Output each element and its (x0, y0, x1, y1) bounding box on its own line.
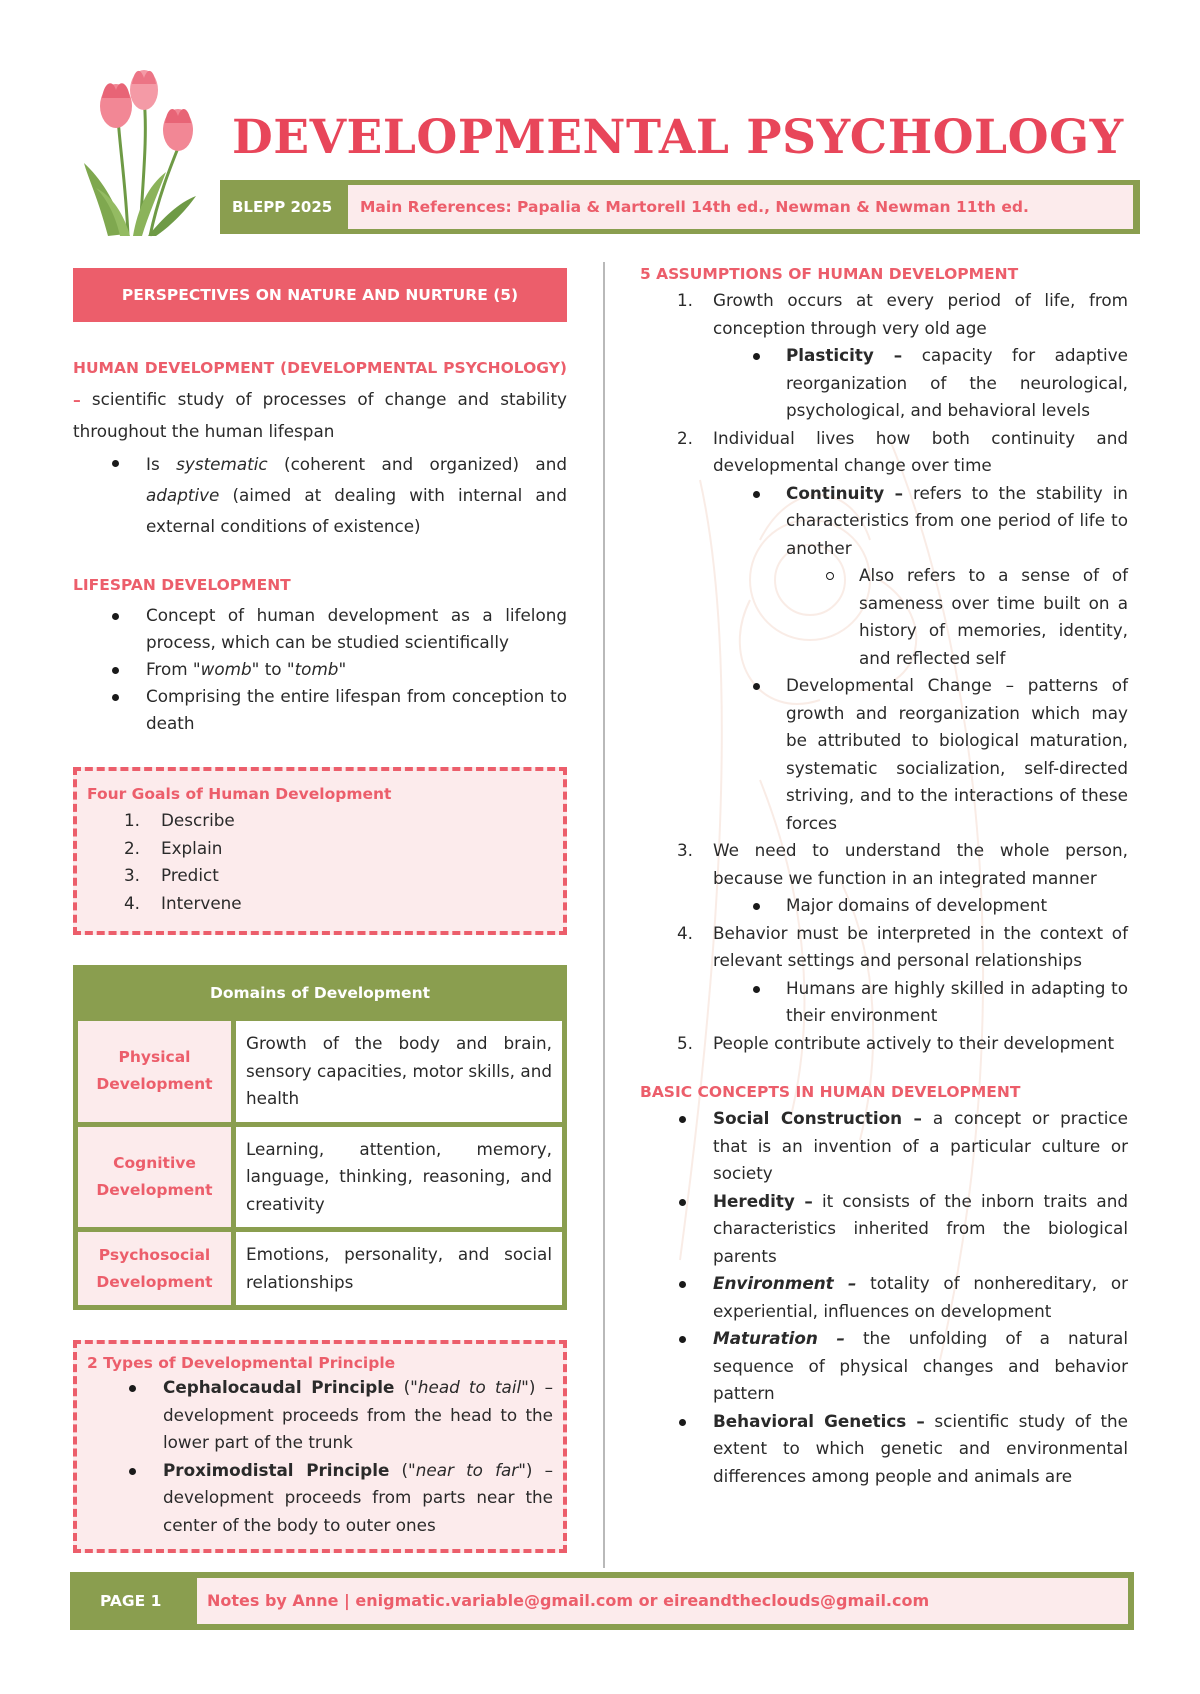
list-item: 2. Explain (124, 837, 223, 858)
list-item: Social Construction – a concept or practice that is an invention of a particular culture or society (713, 1105, 1128, 1188)
adaptive-term: adaptive (146, 485, 220, 505)
section-banner: PERSPECTIVES ON NATURE AND NURTURE (5) (73, 268, 567, 322)
four-goals-list (87, 807, 553, 917)
four-goals-box (73, 767, 567, 935)
list-item: 3. We need to understand the whole person, because we function in an integrated manner Major domains of development (640, 837, 1128, 920)
domain-name: Physical Development (78, 1021, 231, 1122)
list-item: 4. Intervene (124, 892, 242, 913)
four-goals-title: Four Goals of Human Development (87, 785, 392, 803)
principles-box (73, 1340, 567, 1553)
lifespan-heading: LIFESPAN DEVELOPMENT (73, 576, 291, 594)
list-item: Also refers to a sense of of sameness over time built on a history of memories, identity, and reflected self (859, 562, 1128, 672)
list-item: Humans are highly skilled in adapting to their environment (786, 975, 1128, 1030)
systematic-term: systematic (176, 454, 268, 474)
left-column (73, 268, 567, 1553)
domain-name: Cognitive Development (78, 1127, 231, 1228)
human-development-definition (73, 352, 567, 447)
human-development-term: HUMAN DEVELOPMENT (DEVELOPMENTAL PSYCHOLOGY) – (73, 359, 567, 409)
domain-desc: Growth of the body and brain, sensory capacities, motor skills, and health (236, 1021, 562, 1122)
principles-title: 2 Types of Developmental Principle (87, 1354, 396, 1372)
list-item: 1. Describe (124, 810, 235, 830)
tulip-logo-icon (78, 68, 208, 238)
list-item: 5. People contribute actively to their development (677, 1032, 1115, 1053)
list-item: Environment – totality of nonhereditary, or experiential, influences on development (713, 1270, 1128, 1325)
human-development-bullets (73, 449, 567, 542)
list-item: 2. Individual lives how both continuity and developmental change over time Continuity – refers to the stability in characteristics from one period of life to another Also refers to a sense of of sameness over time built on a history of memories, identity, and reflected self Developmental Change – patterns of growth and reorganization which may be attributed to biological maturation, systematic socialization, self-directed striving, and to the interactions of these forces (640, 425, 1128, 838)
list-item: Maturation – the unfolding of a natural sequence of physical changes and behavior pattern (713, 1325, 1128, 1408)
list-item: Major domains of development (786, 892, 1128, 920)
concepts-list (640, 1105, 1128, 1490)
page-number: PAGE 1 (100, 1592, 162, 1610)
list-item: Proximodistal Principle ("near to far") – development proceeds from parts near the center of the body to outer ones (163, 1457, 553, 1540)
domain-name: Psychosocial Development (78, 1232, 231, 1305)
list-item: Cephalocaudal Principle ("head to tail") – development proceeds from the head to the lower part of the trunk (163, 1374, 553, 1457)
references-bar (220, 180, 1140, 234)
table-row (78, 1021, 562, 1122)
table-row (78, 1232, 562, 1305)
domains-table (73, 965, 567, 1310)
page-footer (70, 1572, 1134, 1630)
list-item: Concept of human development as a lifelong process, which can be studied scientifically (146, 602, 567, 656)
principles-list (87, 1374, 553, 1539)
references-text: Main References: Papalia & Martorell 14th ed., Newman & Newman 11th ed. (348, 185, 1133, 229)
list-item: Continuity – refers to the stability in characteristics from one period of life to another Also refers to a sense of of sameness over time built on a history of memories, identity, and reflected self (786, 480, 1128, 673)
list-item: Behavioral Genetics – scientific study of the extent to which genetic and environmental differences among people and animals are (713, 1408, 1128, 1491)
domain-desc: Learning, attention, memory, language, thinking, reasoning, and creativity (236, 1127, 562, 1228)
list-item: 3. Predict (124, 865, 219, 885)
table-row (78, 1127, 562, 1228)
list-item: 1. Growth occurs at every period of life, from conception through very old age Plasticity – capacity for adaptive reorganization of the neurological, psychological, and behavioral levels (640, 287, 1128, 425)
human-development-desc: scientific study of processes of change and stability throughout the human lifespan (73, 389, 567, 441)
page-title: DEVELOPMENTAL PSYCHOLOGY (232, 110, 1124, 165)
footer-notes: Notes by Anne | enigmatic.variable@gmail.com or eireandtheclouds@gmail.com (197, 1578, 1128, 1624)
lifespan-bullets (73, 602, 567, 737)
domains-table-title: Domains of Development (209, 984, 431, 1002)
right-column (640, 265, 1128, 1490)
exam-tag: BLEPP 2025 (232, 198, 333, 216)
assumptions-list (640, 287, 1128, 1057)
column-divider (603, 262, 605, 1568)
list-item: 4. Behavior must be interpreted in the context of relevant settings and personal relationships Humans are highly skilled in adapting to their environment (640, 920, 1128, 1030)
list-item: Developmental Change – patterns of growth and reorganization which may be attributed to biological maturation, systematic socialization, self-directed striving, and to the interactions of these forces (786, 672, 1128, 837)
list-item: Comprising the entire lifespan from conception to death (146, 683, 567, 737)
list-item: Heredity – it consists of the inborn traits and characteristics inherited from the biological parents (713, 1188, 1128, 1271)
assumptions-heading: 5 ASSUMPTIONS OF HUMAN DEVELOPMENT (640, 265, 1019, 283)
list-item: From "womb" to "tomb" (146, 656, 567, 683)
domain-desc: Emotions, personality, and social relationships (236, 1232, 562, 1305)
list-item: Plasticity – capacity for adaptive reorganization of the neurological, psychological, and behavioral levels (786, 342, 1128, 425)
concepts-heading: BASIC CONCEPTS IN HUMAN DEVELOPMENT (640, 1083, 1021, 1101)
list-item: Is systematic (coherent and organized) and adaptive (aimed at dealing with internal and external conditions of existence) (146, 449, 567, 542)
